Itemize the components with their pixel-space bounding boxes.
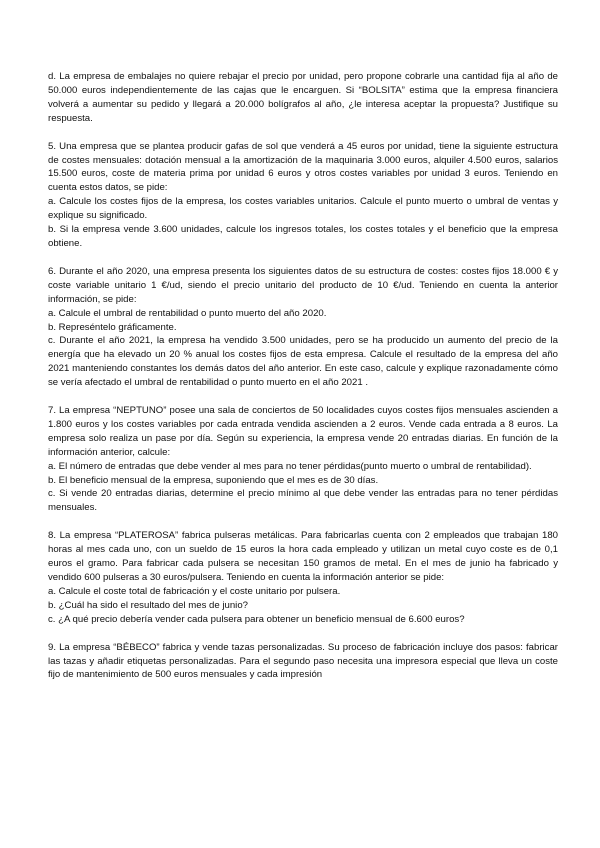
paragraph-line: b. ¿Cuál ha sido el resultado del mes de junio? [48,599,248,611]
paragraph-line: a. Calcule el umbral de rentabilidad o punto muerto del año 2020. [48,307,327,319]
paragraph-line: c. ¿A qué precio debería vender cada pulsera para obtener un beneficio mensual de 6.600 euros? [48,613,465,625]
paragraph-line: 9. La empresa “BÉBECO” fabrica y vende tazas personalizadas. Su proceso de fabricación incluye dos pasos: fabricar las tazas y añadir etiquetas personalizadas. Para el segundo paso necesita una impresora especial que lleva un coste fijo de mantenimiento de 500 euros mensuales y cada impresión [48,641,558,681]
exercise-5 [48,140,558,251]
paragraph-line: d. La empresa de embalajes no quiere rebajar el precio por unidad, pero propone cobrarle una cantidad fija al año de 50.000 euros independientemente de las cajas que le encarguen. Si “BOLSITA” estima que la empresa financiera volverá a aumentar su pedido y llegará a 20.000 bolígrafos al año, ¿le interesa aceptar la propuesta? Justifique su respuesta. [48,71,558,124]
paragraph-line: b. Represéntelo gráficamente. [48,321,177,333]
paragraph-line: 5. Una empresa que se plantea producir gafas de sol que venderá a 45 euros por unidad, tiene la siguiente estructura de costes mensuales: dotación mensual a la amortización de la maquinaria 3.000 euros, alquiler 4.500 euros, salarios 15.500 euros, coste de materia prima por unidad 6 euros y otros costes variables por unidad 3 euros. Teniendo en cuenta estos datos, se pide: [48,140,558,194]
exercise-6 [48,265,558,390]
paragraph-line: a. Calcule los costes fijos de la empresa, los costes variables unitarios. Calcule el punto muerto o umbral de ventas y explique su significado. [48,196,558,222]
paragraph-line: 7. La empresa “NEPTUNO” posee una sala de conciertos de 50 localidades cuyos costes fijos mensuales ascienden a 1.800 euros y los costes variables por cada entrada vendida ascienden a 2 euros. Vende cada entrada a 8 euros. La empresa solo realiza un pase por día. Según su experiencia, la empresa vende 20 entradas diarias. En función de la información anterior, calcule: [48,405,558,458]
paragraph-item-d [48,70,558,126]
paragraph-line: 6. Durante el año 2020, una empresa presenta los siguientes datos de su estructura de costes: costes fijos 18.000 € y coste variable unitario 1 €/ud, siendo el precio unitario del producto de 10 €/ud. Teniendo en cuenta la anterior información, se pide: [48,265,558,305]
paragraph-line: c. Durante el año 2021, la empresa ha vendido 3.500 unidades, pero se ha producido un aumento del precio de la energía que ha elevado un 20 % anual los costes fijos de esta empresa. Calcule el resultado de la empresa del año 2021 manteniendo constantes los demás datos del año anterior. En este caso, calcule y explique razonadamente cómo se vería afectado el umbral de rentabilidad o punto muerto en el año 2021 . [48,335,558,389]
paragraph-line: a. Calcule el coste total de fabricación y el coste unitario por pulsera. [48,585,341,597]
exercise-8 [48,529,558,626]
document-page [48,70,558,696]
paragraph-line: 8. La empresa “PLATEROSA” fabrica pulseras metálicas. Para fabricarlas cuenta con 2 empleados que trabajan 180 horas al mes cada uno, con un sueldo de 15 euros la hora cada empleado y utilizan un metal cuyo coste es de 0,1 euros el gramo. Para fabricar cada pulsera se necesitan 150 gramos de metal. En el mes de junio ha fabricado y vendido 600 pulseras a 30 euros/pulsera. Teniendo en cuenta la información anterior se pide: [48,530,558,583]
paragraph-line: b. Si la empresa vende 3.600 unidades, calcule los ingresos totales, los costes totales y el beneficio que la empresa obtiene. [48,224,558,249]
paragraph-line: c. Si vende 20 entradas diarias, determine el precio mínimo al que debe vender las entradas para no tener pérdidas mensuales. [48,488,558,514]
paragraph-line: b. El beneficio mensual de la empresa, suponiendo que el mes es de 30 días. [48,474,379,486]
paragraph-line: a. El número de entradas que debe vender al mes para no tener pérdidas(punto muerto o umbral de rentabilidad). [48,460,532,472]
exercise-7 [48,404,558,515]
exercise-9 [48,641,558,683]
